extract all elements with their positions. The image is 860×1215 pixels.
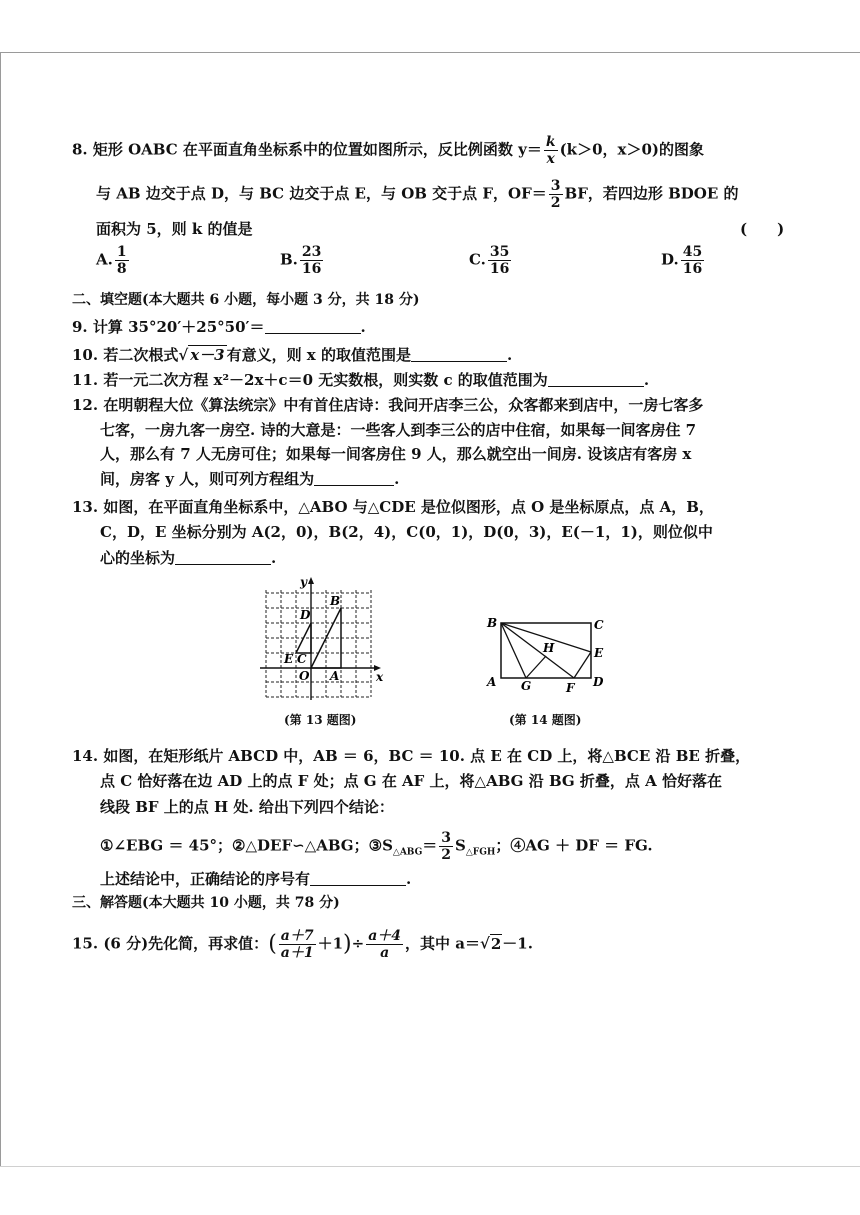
q11: 11. 若一元二次方程 x²－2x＋c＝0 无实数根，则实数 c 的取值范围为 . [72, 371, 650, 389]
q9-blank[interactable] [265, 317, 361, 334]
q14-line-3: 线段 BF 上的点 H 处. 给出下列四个结论： [100, 798, 394, 816]
figure-13-caption: (第 13 题图) [284, 713, 357, 727]
fig13-label-b: B [330, 594, 341, 608]
fig13-label-d: D [300, 608, 311, 622]
fig13-label-o: O [299, 669, 310, 683]
fig13-grid [266, 590, 371, 697]
q8-option-c: C. $\frac{35}{16}$ [469, 244, 510, 277]
fig13-y-arrow [308, 577, 314, 584]
q14-line-2: 点 C 恰好落在边 AD 上的点 F 处；点 G 在 AF 上，将△ABG 沿 BG 折叠，点 A 恰好落在 [100, 772, 723, 790]
q8-option-a: A. $\frac{1}{8}$ [96, 244, 127, 277]
fig14-label-f: F [566, 681, 575, 695]
q8-text-1a: 8. 矩形 OABC 在平面直角坐标系中的位置如图所示，反比例函数 y＝ [72, 140, 542, 159]
q14-line-1: 14. 如图，在矩形纸片 ABCD 中，AB ＝ 6，BC ＝ 10. 点 E 在 CD 上，将△BCE 沿 BE 折叠， [72, 747, 751, 765]
q13-line-1: 13. 如图，在平面直角坐标系中，△ABO 与△CDE 是位似图形，点 O 是坐标原点，点 A，B， [72, 498, 714, 516]
fig14-label-b: B [487, 616, 498, 630]
q14-conclusions: ①∠EBG ＝ 45°；②△DEF∽△ABG；$③S_{\triangle ABG}=$ $\frac{3}{2}$ $S_{\triangle FGH}$；④AG ＋ DF ＝ FG. [100, 830, 653, 863]
q14-blank[interactable] [310, 869, 406, 886]
q8-answer-paren: ( ) [740, 220, 785, 238]
fig13-label-x: x [376, 670, 384, 684]
page-left-border [0, 52, 1, 1167]
q8-frac-k: $\frac{k}{x}$ [545, 134, 556, 167]
q10-radicand: x－3 [190, 346, 225, 364]
fig14-label-e: E [594, 646, 604, 660]
fig14-label-c: C [594, 618, 604, 632]
q15-frac-2: $\frac{a+4}{a}$ [368, 928, 402, 961]
q11-blank[interactable] [548, 370, 644, 387]
fig14-line-fe [574, 652, 591, 678]
section-3-heading: 三、解答题(本大题共 10 小题，共 78 分) [72, 895, 340, 911]
figure-14-rectangle [480, 610, 610, 695]
q8-line-3: 面积为 5，则 k 的值是 [96, 220, 253, 238]
q12-blank[interactable] [314, 469, 394, 486]
fig14-label-h: H [543, 641, 555, 655]
fig14-line-bg [501, 623, 526, 678]
q12-line-1: 12. 在明朝程大位《算法统宗》中有首住店诗：我问开店李三公，众客都来到店中，一房七客多 [72, 396, 704, 414]
q8-line-2 [96, 178, 738, 211]
q12-line-4: 间，房客 y 人，则可列方程组为 . [100, 470, 400, 488]
fig13-label-c: C [297, 652, 307, 666]
sqrt-symbol: √ [178, 346, 189, 364]
fig14-line-bf [501, 623, 574, 678]
fig14-label-g: G [521, 679, 532, 693]
section-2-heading: 二、填空题(本大题共 6 小题，每小题 3 分，共 18 分) [72, 292, 420, 308]
q8-option-d: D. $\frac{45}{16}$ [661, 244, 703, 277]
page-top-border [0, 52, 860, 53]
figure-13-coordinate-grid [258, 573, 390, 703]
figure-14-caption: (第 14 题图) [509, 713, 582, 727]
q13-line-2: C，D，E 坐标分别为 A(2，0)，B(2，4)，C(0，1)，D(0，3)，E(－1，1)，则位似中 [100, 523, 713, 541]
q9: 9. 计算 35°20′＋25°50′＝ . [72, 318, 366, 336]
q10-blank[interactable] [411, 345, 507, 362]
q12-line-3: 人，那么有 7 人无房可住；如果每一间客房住 9 人，那么就空出一间房. 设该店有客房 x [100, 445, 692, 463]
q13-line-3: 心的坐标为 . [100, 549, 277, 567]
q8-text-2b: BF，若四边形 BDOE 的 [564, 184, 739, 203]
q10: 10. 若二次根式√ x－3 有意义，则 x 的取值范围是 . [72, 346, 513, 364]
q8-option-b: B. $\frac{23}{16}$ [280, 244, 322, 277]
q8-text-2a: 与 AB 边交于点 D，与 BC 边交于点 E，与 OB 交于点 F，OF＝ [96, 184, 547, 203]
q12-line-2: 七客，一房九客一房空. 诗的大意是：一些客人到李三公的店中住宿，如果每一间客房住 7 [100, 421, 697, 439]
q13-blank[interactable] [175, 548, 271, 565]
page-bottom-border [0, 1166, 860, 1167]
fig14-label-a: A [487, 675, 497, 689]
q8-frac-of: $\frac{3}{2}$ [550, 178, 561, 211]
q15-frac-1: $\frac{a+7}{a+1}$ [280, 928, 314, 961]
fig14-label-d: D [593, 675, 604, 689]
fig13-label-e: E [284, 652, 294, 666]
fig13-label-y: y [300, 575, 307, 589]
fig14-line-gh [526, 656, 546, 678]
q14-line-5: 上述结论中，正确结论的序号有 . [100, 870, 412, 888]
q8-line-1 [72, 134, 704, 167]
q15: 15. (6 分)先化简，再求值：( $\frac{a+7}{a+1}$ ＋1)÷ $\frac{a+4}{a}$ ，其中 a＝√2－1. [72, 928, 533, 961]
q8-text-1b: (k＞0，x＞0)的图象 [559, 140, 704, 159]
fig13-label-a: A [330, 669, 340, 683]
